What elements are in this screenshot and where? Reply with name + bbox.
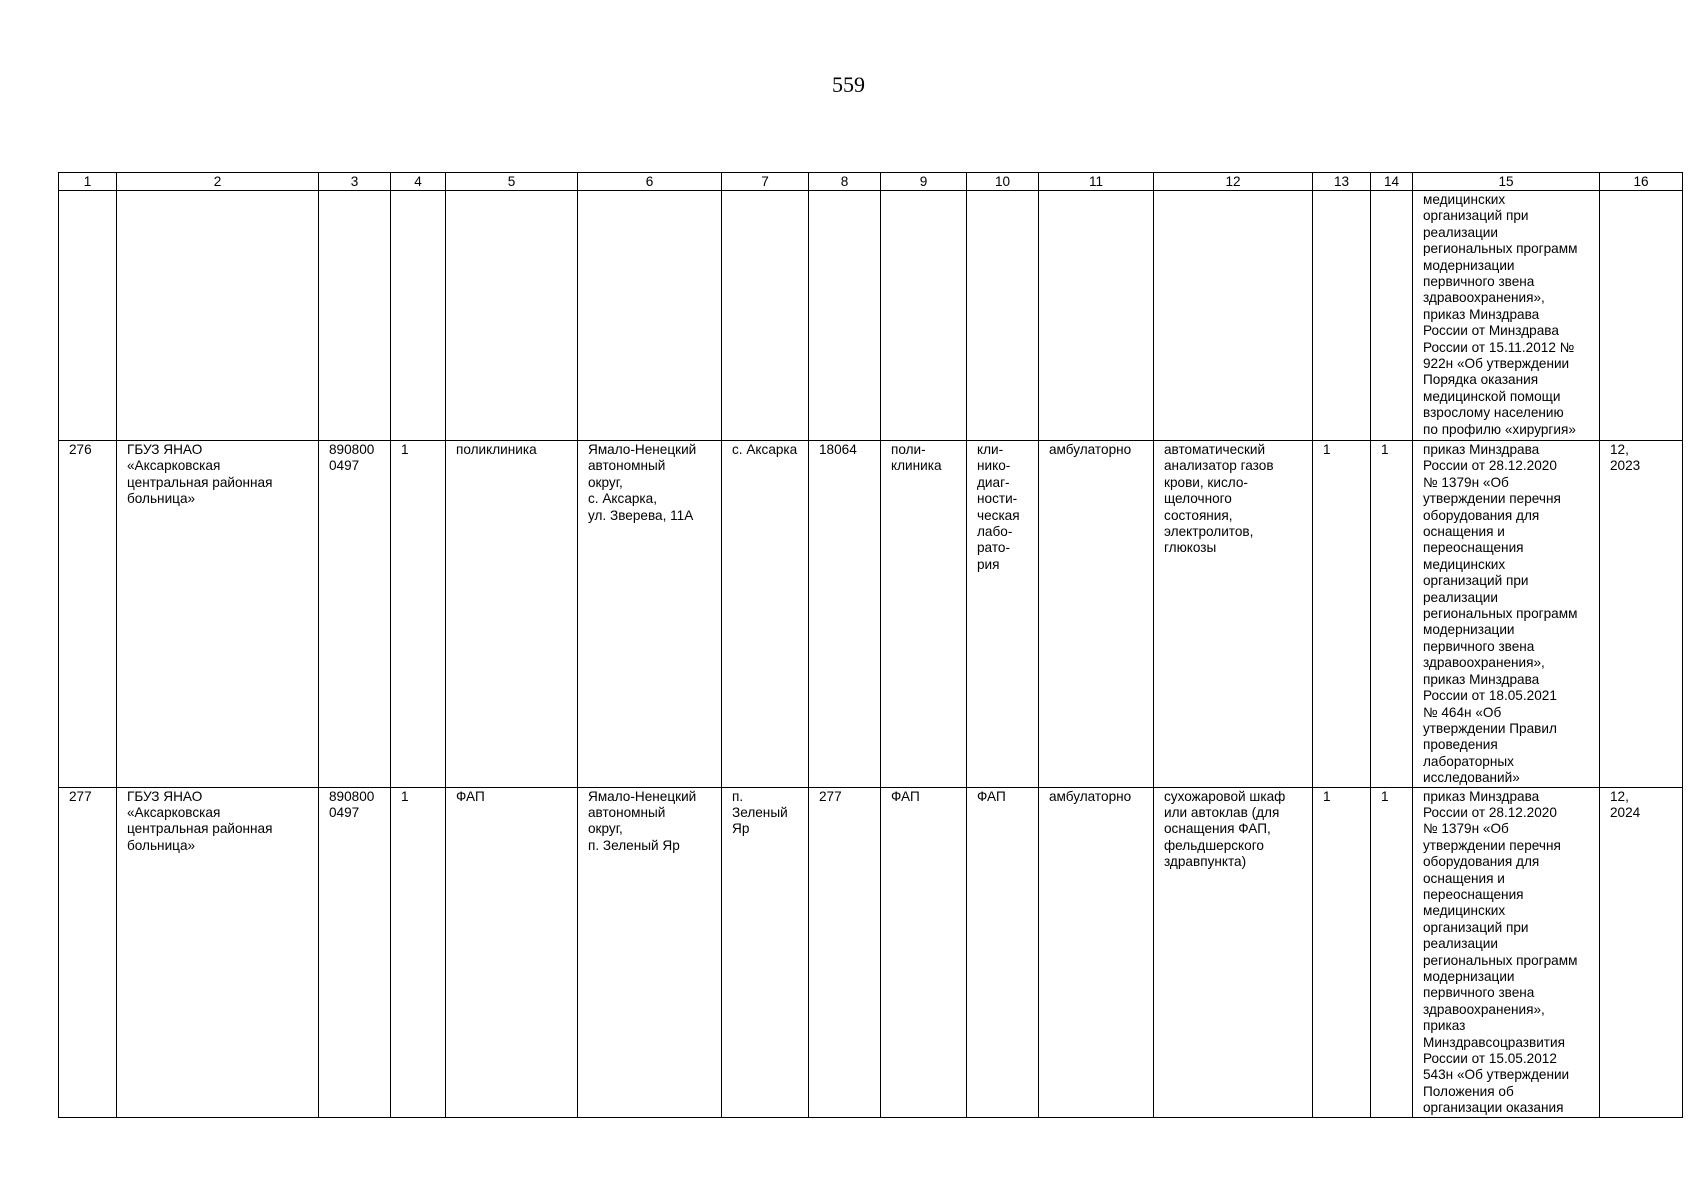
cell-unit-type [446, 191, 578, 441]
cell-code [319, 191, 391, 441]
cell-population: 18064 [809, 441, 881, 788]
cell-subdivision: кли- нико- диаг- ности- ческая лабо- рато- рия [967, 441, 1039, 788]
table-row-continuation [59, 191, 1683, 441]
column-header: 7 [722, 173, 809, 191]
cell-subdivision [967, 191, 1039, 441]
column-header: 12 [1154, 173, 1313, 191]
cell-unit-type: ФАП [446, 787, 578, 1117]
cell-department: поли- клиника [881, 441, 967, 788]
cell-address: Ямало-Ненецкий автономный округ, с. Аксарка, ул. Зверева, 11А [578, 441, 722, 788]
column-header: 4 [391, 173, 446, 191]
cell-equipment: автоматический анализатор газов крови, кисло- щелочного состояния, электролитов, глюкозы [1154, 441, 1313, 788]
cell-regulation: медицинских организаций при реализации региональных программ модернизации первичного звена здравоохранения», приказ Минздрава России от Минздрава России от 15.11.2012 № 922н «Об утверждении Порядка оказания медицинской помощи взрослому населению по профилю «хирургия» [1413, 191, 1600, 441]
cell-number: 276 [59, 441, 117, 788]
column-number-header-row [59, 173, 1683, 191]
column-header: 5 [446, 173, 578, 191]
column-header: 15 [1413, 173, 1600, 191]
cell-col13: 1 [1313, 787, 1371, 1117]
column-header: 10 [967, 173, 1039, 191]
cell-department [881, 191, 967, 441]
cell-equipment: сухожаровой шкаф или автоклав (для оснащения ФАП, фельдшерского здравпункта) [1154, 787, 1313, 1117]
page-number: 559 [832, 72, 865, 97]
table-row [59, 441, 1683, 788]
cell-settlement: п. Зеленый Яр [722, 787, 809, 1117]
column-header: 13 [1313, 173, 1371, 191]
cell-organization [117, 191, 319, 441]
cell-address [578, 191, 722, 441]
cell-col13 [1313, 191, 1371, 441]
cell-care-conditions: амбулаторно [1039, 441, 1154, 788]
cell-col14: 1 [1371, 441, 1413, 788]
cell-department: ФАП [881, 787, 967, 1117]
cell-code: 890800 0497 [319, 787, 391, 1117]
column-header: 8 [809, 173, 881, 191]
cell-col14: 1 [1371, 787, 1413, 1117]
column-header: 2 [117, 173, 319, 191]
cell-organization: ГБУЗ ЯНАО «Аксарковская центральная районная больница» [117, 787, 319, 1117]
table-row [59, 787, 1683, 1117]
cell-subdivision: ФАП [967, 787, 1039, 1117]
equipment-table [58, 172, 1683, 1118]
cell-col14 [1371, 191, 1413, 441]
column-header: 3 [319, 173, 391, 191]
cell-population: 277 [809, 787, 881, 1117]
cell-col4 [391, 191, 446, 441]
column-header: 16 [1600, 173, 1683, 191]
column-header: 1 [59, 173, 117, 191]
column-header: 11 [1039, 173, 1154, 191]
cell-date [1600, 191, 1683, 441]
cell-unit-type: поликлиника [446, 441, 578, 788]
cell-settlement: с. Аксарка [722, 441, 809, 788]
cell-date: 12, 2024 [1600, 787, 1683, 1117]
cell-population [809, 191, 881, 441]
cell-equipment [1154, 191, 1313, 441]
cell-regulation: приказ Минздрава России от 28.12.2020 № 1379н «Об утверждении перечня оборудования для оснащения и переоснащения медицинских организаций при реализации региональных программ модернизации первичного звена здравоохранения», приказ Минздравсоцразвития России от 15.05.2012 543н «Об утверждении Положения об организации оказания [1413, 787, 1600, 1117]
cell-regulation: приказ Минздрава России от 28.12.2020 № 1379н «Об утверждении перечня оборудования для оснащения и переоснащения медицинских организаций при реализации региональных программ модернизации первичного звена здравоохранения», приказ Минздрава России от 18.05.2021 № 464н «Об утверждении Правил проведения лабораторных исследований» [1413, 441, 1600, 788]
cell-col13: 1 [1313, 441, 1371, 788]
cell-code: 890800 0497 [319, 441, 391, 788]
cell-care-conditions: амбулаторно [1039, 787, 1154, 1117]
cell-address: Ямало-Ненецкий автономный округ, п. Зеленый Яр [578, 787, 722, 1117]
column-header: 6 [578, 173, 722, 191]
cell-organization: ГБУЗ ЯНАО «Аксарковская центральная районная больница» [117, 441, 319, 788]
cell-date: 12, 2023 [1600, 441, 1683, 788]
cell-number [59, 191, 117, 441]
cell-care-conditions [1039, 191, 1154, 441]
cell-settlement [722, 191, 809, 441]
cell-number: 277 [59, 787, 117, 1117]
column-header: 9 [881, 173, 967, 191]
cell-col4: 1 [391, 787, 446, 1117]
cell-col4: 1 [391, 441, 446, 788]
column-header: 14 [1371, 173, 1413, 191]
